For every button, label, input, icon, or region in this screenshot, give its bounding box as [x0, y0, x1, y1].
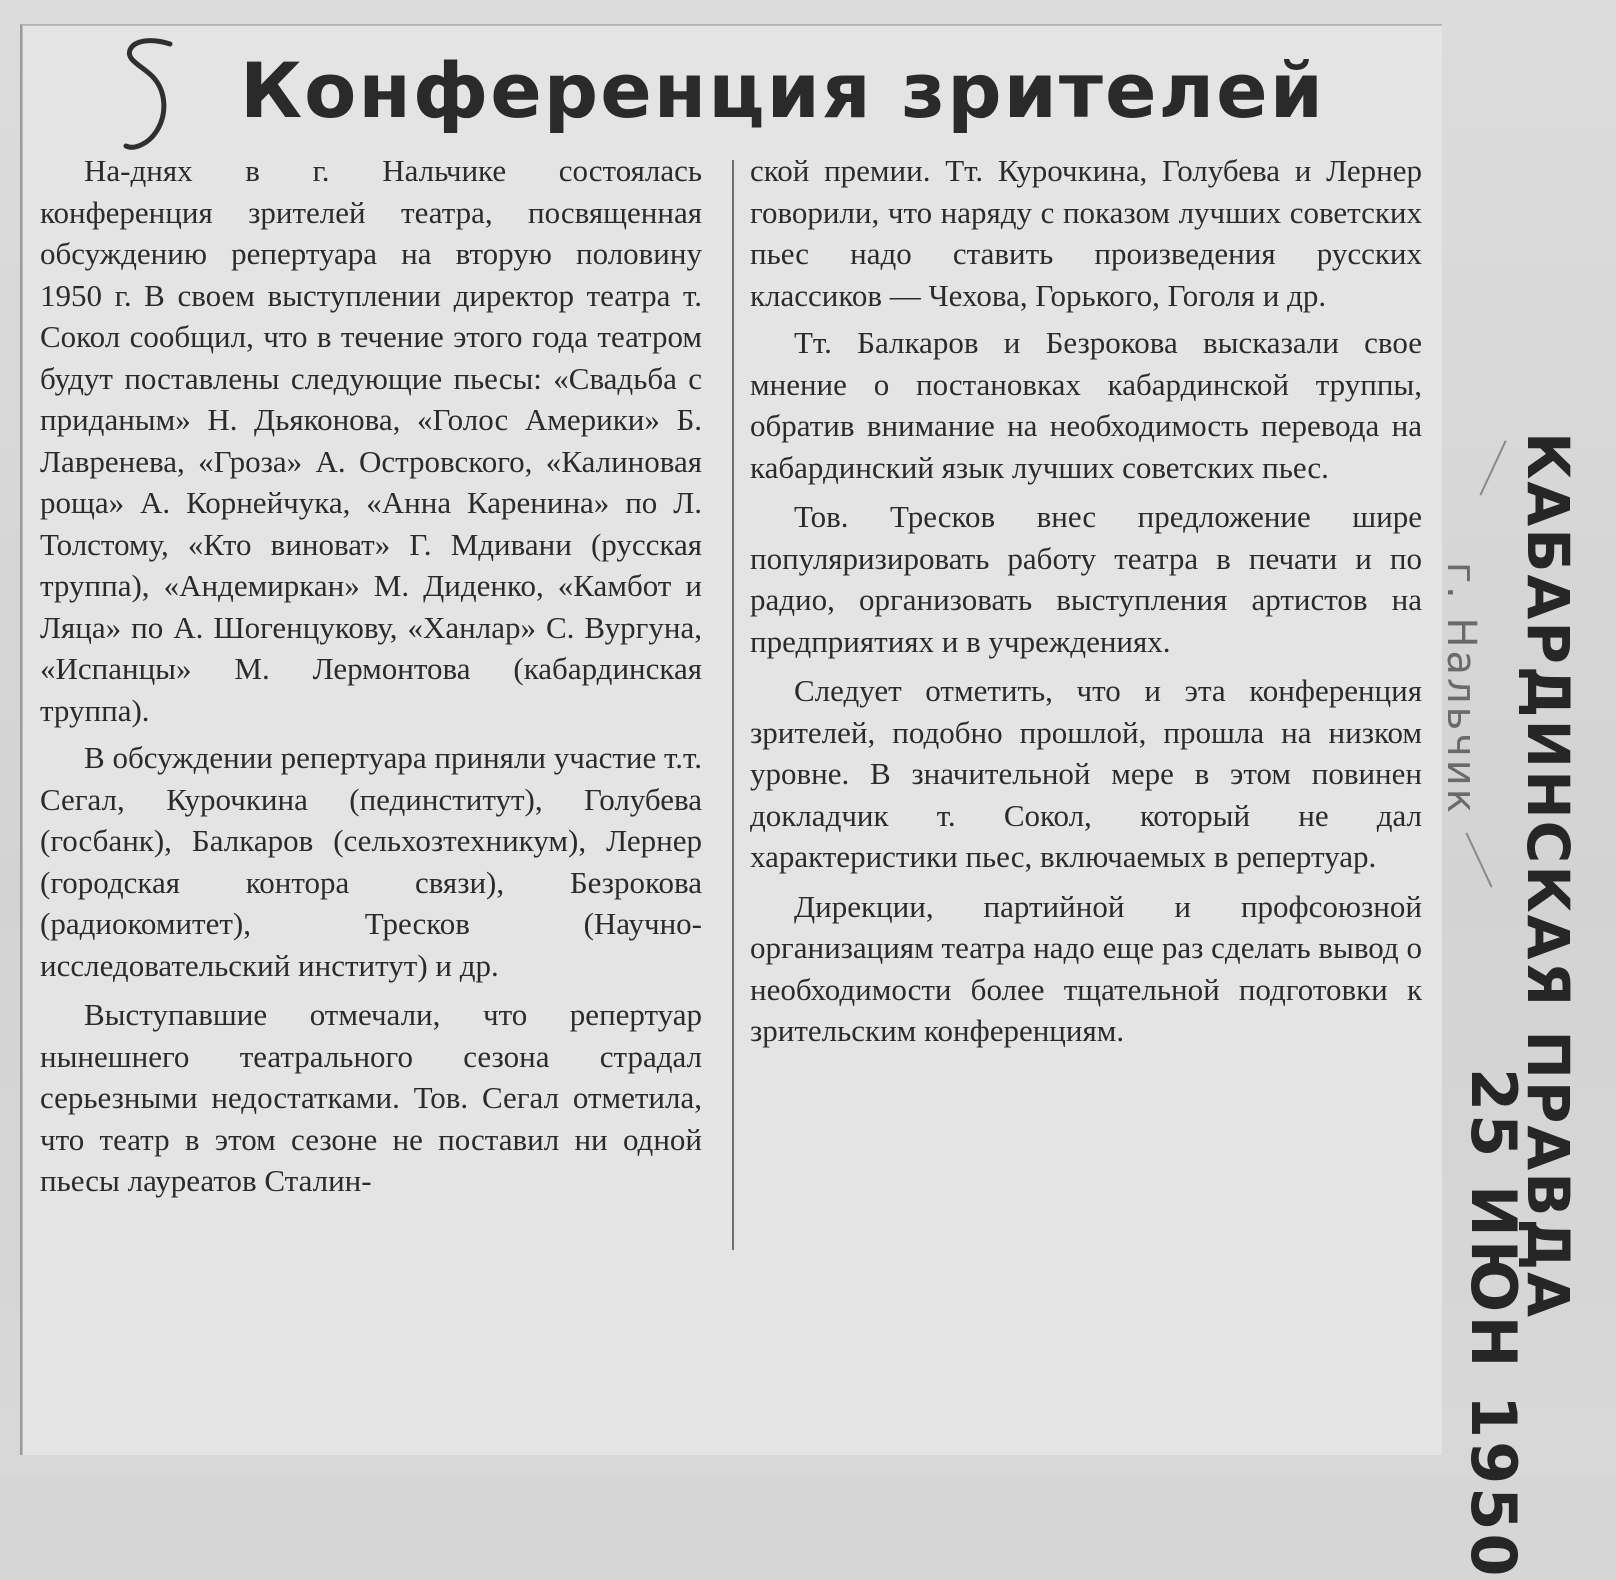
- paragraph: Выступавшие отмечали, что репертуар нынешнего театрального сезона страдал серьезными недостатками. Тов. Сегал отметила, что театр в этом сезоне не поставил ни одной пьесы лауреатов Сталин-: [40, 997, 702, 1198]
- stamp-slash-mark: [1479, 440, 1506, 495]
- paragraph: В обсуждении репертуара приняли участие т.т. Сегал, Курочкина (пединститут), Голубева (госбанк), Балкаров (сельхозтехникум), Лернер (городская контора связи), Безрокова (радиокомитет), Тресков (Научно-исследовательский институт) и др.: [40, 740, 702, 983]
- paragraph: На-днях в г. Нальчике состоялась конференция зрителей театра, посвященная обсуждению репертуара на вторую половину 1950 г. В своем выступлении директор театра т. Сокол сообщил, что в течение этого года театром будут поставлены следующие пьесы: «Свадьба с приданым» Н. Дьяконова, «Голос Америки» Б. Лавренева, «Гроза» А. Островского, «Калиновая роща» А. Корнейчука, «Анна Каренина» по Л. Толстому, «Кто виноват» Г. Мдивани (русская труппа), «Андемиркан» М. Диденко, «Камбот и Ляца» по А. Шогенцукову, «Ханлар» С. Вургуна, «Испанцы» М. Лермонтова (кабардинская труппа).: [40, 153, 702, 728]
- handwritten-number-mark: [112, 36, 182, 156]
- paragraph: Дирекции, партийной и профсоюзной организациям театра надо еще раз сделать вывод о необходимости более тщательной подготовки к зрительским конференциям.: [750, 888, 1422, 1048]
- paragraph: Следует отметить, что и эта конференция зрителей, подобно прошлой, прошла на низком уровне. В значительной мере в этом повинен докладчик т. Сокол, который не дал характеристики пьес, включаемых в репертуар.: [750, 673, 1422, 874]
- newspaper-name-stamp: КАБАРДИНСКАЯ ПРАВДА: [1514, 432, 1582, 1320]
- date-stamp: 25 ИЮН 1950: [1457, 1068, 1530, 1580]
- article-column-right: [750, 150, 1422, 1058]
- article-headline: Конференция зрителей: [240, 46, 1325, 135]
- column-divider: [732, 160, 734, 1250]
- paragraph: Тов. Тресков внес предложение шире популяризировать работу театра в печати и по радио, организовать выступления артистов на предприятиях и в учреждениях.: [750, 499, 1422, 659]
- city-stamp: г. Нальчик: [1438, 562, 1484, 816]
- paragraph: Тт. Балкаров и Безрокова высказали свое мнение о постановках кабардинской труппы, обратив внимание на необходимость перевода на кабардинский язык лучших советских пьес.: [750, 325, 1422, 485]
- paragraph: ской премии. Тт. Курочкина, Голубева и Лернер говорили, что наряду с показом лучших советских пьес надо ставить произведения русских классиков — Чехова, Горького, Гоголя и др.: [750, 153, 1422, 313]
- stamp-slash-mark: [1465, 832, 1492, 887]
- article-column-left: [40, 150, 702, 1208]
